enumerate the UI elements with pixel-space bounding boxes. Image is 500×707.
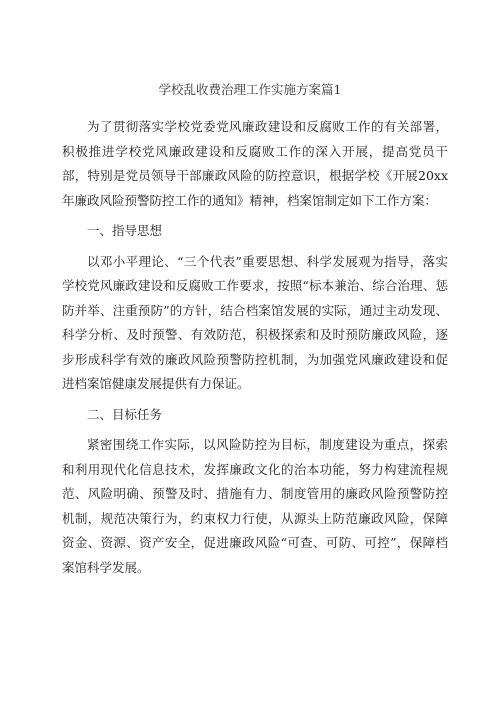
section-body-goals-tasks: 紧密围绕工作实际，以风险防控为目标，制度建设为重点，探索和利用现代化信息技术，发挥廉政文化的治本功能，努力构建流程规范、风险明确、预警及时、措施有力、制度管用的廉政风险预警防控机制，规范决策行为，约束权力行使，从源头上防范廉政风险，保障资金、资源、资产安全，促进廉政风险“可查、可防、可控”，保障档案馆科学发展。 <box>62 437 448 575</box>
document-title: 学校乱收费治理工作实施方案篇1 <box>158 82 342 97</box>
intro-paragraph: 为了贯彻落实学校党委党风廉政建设和反腐败工作的有关部署，积极推进学校党风廉政建设和反腐败工作的深入开展，提高党员干部，特别是党员领导干部廉政风险的防控意识，根据学校《开展20xx年廉政风险预警防控工作的通知》精神，档案馆制定如下工作方案： <box>62 119 448 208</box>
section-heading-goals-tasks: 二、目标任务 <box>87 406 163 422</box>
section-heading-guiding-ideology: 一、指导思想 <box>87 223 163 238</box>
document-body <box>62 115 448 586</box>
section-body-guiding-ideology: 以邓小平理论、“三个代表”重要思想、科学发展观为指导，落实学校党风廉政建设和反腐败工作要求，按照“标本兼治、综合治理、惩防并举、注重预防”的方针，结合档案馆发展的实际，通过主动发现、科学分析、及时预警、有效防范，积极探索和及时预防廉政风险，逐步形成科学有效的廉政风险预警防控机制，为加强党风廉政建设和促进档案馆健康发展提供有力保证。 <box>62 253 448 391</box>
